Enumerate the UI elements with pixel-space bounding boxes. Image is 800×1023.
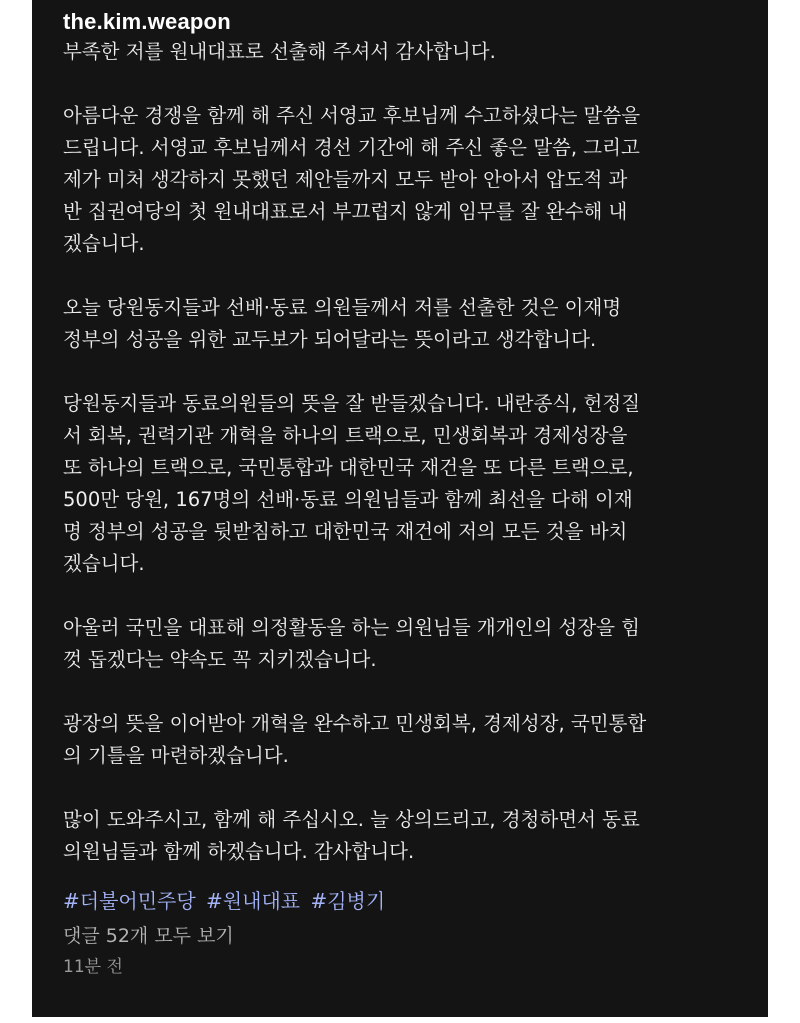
caption-paragraph	[63, 36, 746, 68]
hashtag-link[interactable]: #원내대표	[206, 889, 301, 913]
caption-line: 겠습니다.	[63, 232, 145, 255]
caption-line: 또 하나의 트랙으로, 국민통합과 대한민국 재건을 또 다른 트랙으로,	[63, 456, 634, 479]
caption-paragraph	[63, 388, 746, 580]
caption-line: 의원님들과 함께 하겠습니다. 감사합니다.	[63, 840, 415, 863]
hashtag-link[interactable]: #김병기	[310, 889, 386, 913]
caption-paragraph	[63, 292, 746, 356]
caption-line: 오늘 당원동지들과 선배·동료 의원들께서 저를 선출한 것은 이재명	[63, 296, 622, 319]
hashtag-link[interactable]: #더불어민주당	[63, 889, 196, 913]
caption-line: 많이 도와주시고, 함께 해 주십시오. 늘 상의드리고, 경청하면서 동료	[63, 808, 640, 831]
caption-line: 드립니다. 서영교 후보님께서 경선 기간에 해 주신 좋은 말씀, 그리고	[63, 136, 640, 159]
caption-line: 겠습니다.	[63, 552, 145, 575]
caption-paragraph	[63, 708, 746, 772]
post-caption-panel	[32, 0, 768, 1017]
caption-line: 정부의 성공을 위한 교두보가 되어달라는 뜻이라고 생각합니다.	[63, 328, 597, 351]
caption-paragraph	[63, 612, 746, 676]
caption-line: 아울러 국민을 대표해 의정활동을 하는 의원님들 개개인의 성장을 힘	[63, 616, 641, 639]
caption-line: 아름다운 경쟁을 함께 해 주신 서영교 후보님께 수고하셨다는 말씀을	[63, 104, 641, 127]
caption-line: 광장의 뜻을 이어받아 개혁을 완수하고 민생회복, 경제성장, 국민통합	[63, 712, 647, 735]
caption-line: 의 기틀을 마련하겠습니다.	[63, 744, 289, 767]
caption-line: 명 정부의 성공을 뒷받침하고 대한민국 재건에 저의 모든 것을 바치	[63, 520, 628, 543]
caption-line: 부족한 저를 원내대표로 선출해 주셔서 감사합니다.	[63, 40, 496, 63]
caption-line: 당원동지들과 동료의원들의 뜻을 잘 받들겠습니다. 내란종식, 헌정질	[63, 392, 641, 415]
caption-paragraph	[63, 100, 746, 260]
caption-line: 서 회복, 권력기관 개혁을 하나의 트랙으로, 민생회복과 경제성장을	[63, 424, 628, 447]
caption-line: 제가 미처 생각하지 못했던 제안들까지 모두 받아 안아서 압도적 과	[63, 168, 628, 191]
caption-line: 반 집권여당의 첫 원내대표로서 부끄럽지 않게 임무를 잘 완수해 내	[63, 200, 628, 223]
username-link[interactable]: the.kim.weapon	[63, 9, 231, 34]
caption-paragraph	[63, 804, 746, 868]
hashtag-list	[63, 885, 746, 917]
caption-body	[63, 36, 746, 868]
caption-line: 껏 돕겠다는 약속도 꼭 지키겠습니다.	[63, 648, 377, 671]
view-all-comments-link[interactable]: 댓글 52개 모두 보기	[63, 925, 234, 947]
caption-line: 500만 당원, 167명의 선배·동료 의원님들과 함께 최선을 다해 이재	[63, 488, 633, 511]
post-timestamp: 11분 전	[63, 957, 123, 977]
